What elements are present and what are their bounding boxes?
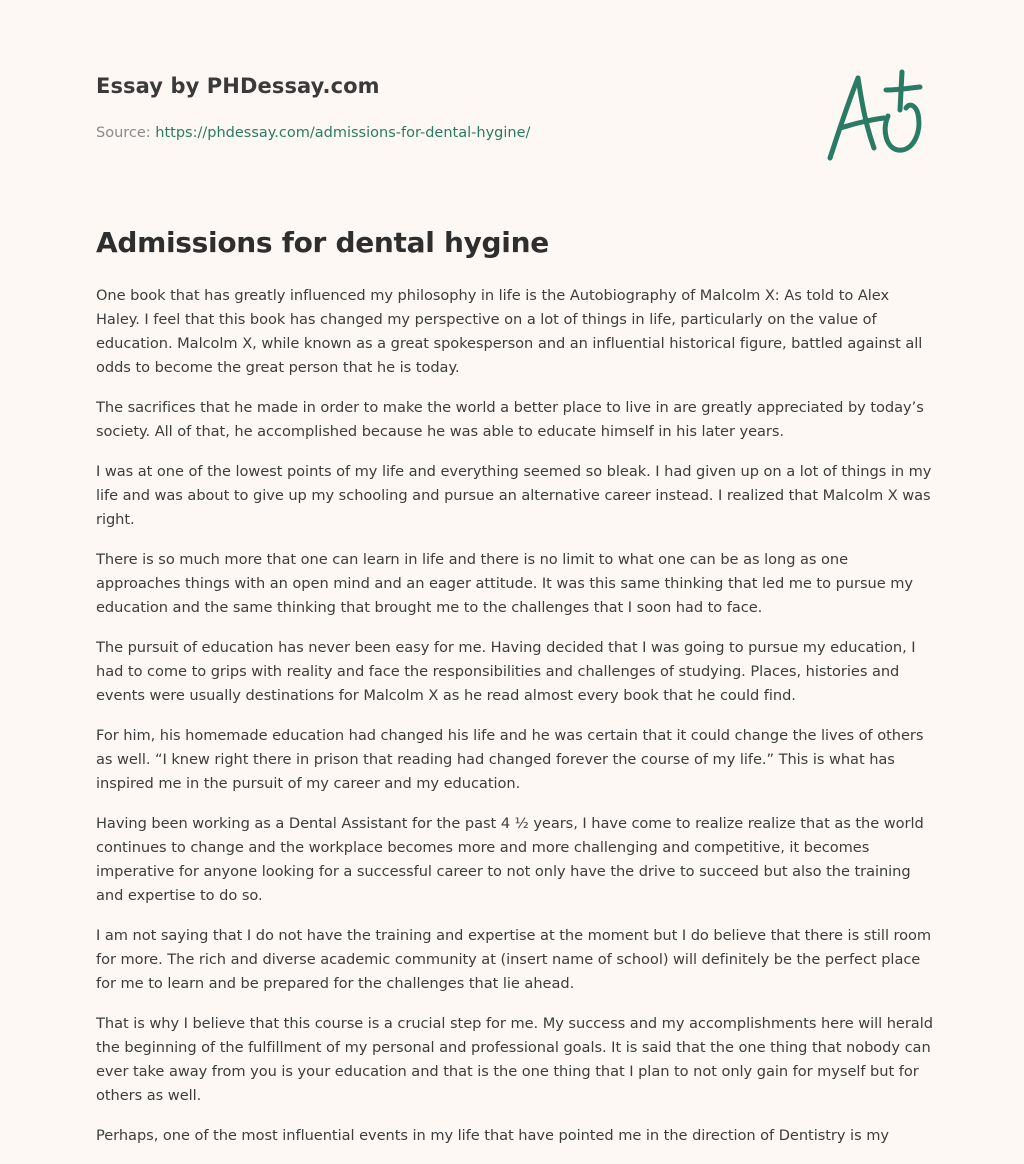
paragraph: The sacrifices that he made in order to make the world a better place to live in are greatly appreciated by today’s society. All of that, he accomplished because he was able to educate himself in his later years. [96,399,924,440]
source-link[interactable]: https://phdessay.com/admissions-for-dental-hygine/ [155,125,531,141]
paragraph: I am not saying that I do not have the training and expertise at the moment but I do believe that there is still room for more. The rich and diverse academic community at (insert name of school) will definitely be the perfect place for me to learn and be prepared for the challenges that lie ahead. [96,927,932,992]
brand-title: Essay by PHDessay.com [96,74,380,98]
paragraph: One book that has greatly influenced my philosophy in life is the Autobiography of Malcolm X: As told to Alex Haley. I feel that this book has changed my perspective on a lot of things in life, particularly on the value of education. Malcolm X, while known as a great spokesperson and an influential historical figure, battled against all odds to become the great person that he is today. [96,287,923,376]
paragraph: The pursuit of education has never been easy for me. Having decided that I was going to pursue my education, I had to come to grips with reality and face the responsibilities and challenges of studying. Places, histories and events were usually destinations for Malcolm X as he read almost every book that he could find. [96,639,916,704]
a-plus-logo-icon [822,68,928,166]
essay-body [96,284,936,1164]
paragraph: There is so much more that one can learn in life and there is no limit to what one can be as long as one approaches things with an open mind and an eager attitude. It was this same thinking that led me to pursue my education and the same thinking that brought me to the challenges that I soon had to face. [96,551,913,616]
source-line [96,125,530,141]
essay-title: Admissions for dental hygine [96,226,549,259]
paragraph: For him, his homemade education had changed his life and he was certain that it could change the lives of others as well. “I knew right there in prison that reading had changed forever the course of my life.” This is what has inspired me in the pursuit of my career and my education. [96,727,924,792]
essay-header [96,74,928,141]
source-label: Source: [96,125,156,141]
paragraph: Perhaps, one of the most influential events in my life that have pointed me in the direction of Dentistry is my [96,1127,889,1144]
paragraph: I was at one of the lowest points of my life and everything seemed so bleak. I had given up on a lot of things in my life and was about to give up my schooling and pursue an alternative career instead. I realized that Malcolm X was right. [96,463,932,528]
paragraph: That is why I believe that this course is a crucial step for me. My success and my accomplishments here will herald the beginning of the fulfillment of my personal and professional goals. It is said that the one thing that nobody can ever take away from you is your education and that is the one thing that I plan to not only gain for myself but for others as well. [96,1015,933,1104]
paragraph: Having been working as a Dental Assistant for the past 4 ½ years, I have come to realize realize that as the world continues to change and the workplace becomes more and more challenging and competitive, it becomes imperative for anyone looking for a successful career to not only have the drive to succeed but also the training and expertise to do so. [96,815,924,904]
